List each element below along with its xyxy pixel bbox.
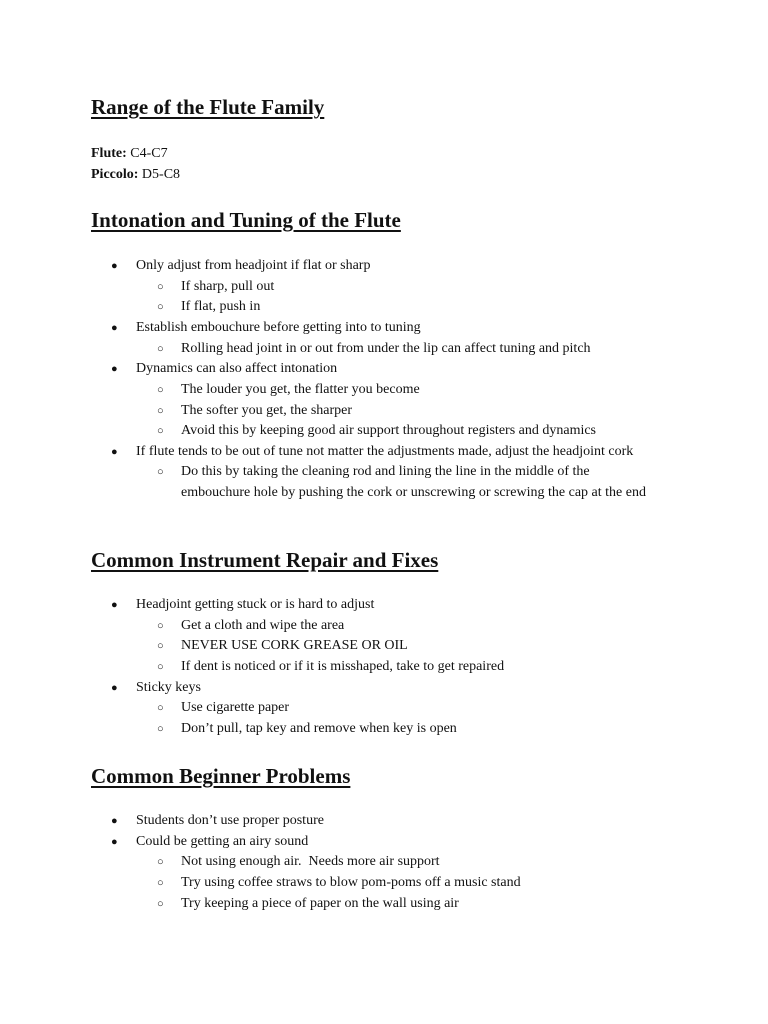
list-item: ○ The softer you get, the sharper <box>181 401 352 422</box>
list-item: ○ If dent is noticed or if it is misshaped, take to get repaired <box>181 657 504 678</box>
bullet-circle-icon: ○ <box>157 856 164 868</box>
list-item: ○ If flat, push in <box>181 297 260 318</box>
range-value-flute: C4-C7 <box>126 146 168 161</box>
range-label-piccolo: Piccolo: <box>91 167 139 182</box>
bullet-circle-icon: ○ <box>157 301 164 313</box>
list-item: ● Students don’t use proper posture <box>136 811 324 832</box>
heading-repair: Common Instrument Repair and Fixes <box>91 548 439 572</box>
bullet-circle-icon: ○ <box>157 384 164 396</box>
bullet-circle-icon: ○ <box>157 723 164 735</box>
range-label-flute: Flute: <box>91 146 127 161</box>
bullet-circle-icon: ○ <box>157 281 164 293</box>
bullet-circle-icon: ○ <box>157 640 164 652</box>
list-item: ○ Use cigarette paper <box>181 698 289 719</box>
bullet-dot-icon: ● <box>111 836 118 848</box>
bullet-dot-icon: ● <box>111 599 118 611</box>
list-item: ● Sticky keys <box>136 678 201 699</box>
list-item: ○ Try keeping a piece of paper on the wall using air <box>181 894 459 915</box>
heading-beginner: Common Beginner Problems <box>91 764 351 788</box>
bullet-circle-icon: ○ <box>157 425 164 437</box>
bullet-circle-icon: ○ <box>157 620 164 632</box>
bullet-dot-icon: ● <box>111 260 118 272</box>
bullet-dot-icon: ● <box>111 322 118 334</box>
list-item: ○ Rolling head joint in or out from under the lip can affect tuning and pitch <box>181 339 591 360</box>
list-item: ○ If sharp, pull out <box>181 277 274 298</box>
bullet-dot-icon: ● <box>111 363 118 375</box>
list-item: ● If flute tends to be out of tune not matter the adjustments made, adjust the headjoint cork <box>136 442 633 463</box>
heading-intonation: Intonation and Tuning of the Flute <box>91 208 401 232</box>
bullet-dot-icon: ● <box>111 815 118 827</box>
bullet-dot-icon: ● <box>111 682 118 694</box>
list-item: ○ NEVER USE CORK GREASE OR OIL <box>181 636 408 657</box>
bullet-circle-icon: ○ <box>157 702 164 714</box>
list-item: ● Could be getting an airy sound <box>136 832 308 853</box>
range-row-flute <box>91 145 168 163</box>
bullet-circle-icon: ○ <box>157 466 164 478</box>
bullet-circle-icon: ○ <box>157 405 164 417</box>
list-item: ○ The louder you get, the flatter you become <box>181 380 420 401</box>
list-item: ○ Don’t pull, tap key and remove when key is open <box>181 719 457 740</box>
bullet-circle-icon: ○ <box>157 343 164 355</box>
list-item: ○ Try using coffee straws to blow pom-poms off a music stand <box>181 873 521 894</box>
list-item: ○ Get a cloth and wipe the area <box>181 616 344 637</box>
heading-range: Range of the Flute Family <box>91 95 325 119</box>
list-item: ○ Not using enough air. Needs more air support <box>181 852 440 873</box>
bullet-circle-icon: ○ <box>157 877 164 889</box>
list-item: ● Dynamics can also affect intonation <box>136 359 337 380</box>
list-item: ● Only adjust from headjoint if flat or sharp <box>136 256 370 277</box>
list-item: ● Headjoint getting stuck or is hard to adjust <box>136 595 374 616</box>
bullet-circle-icon: ○ <box>157 661 164 673</box>
range-value-piccolo: D5-C8 <box>138 167 181 182</box>
bullet-circle-icon: ○ <box>157 898 164 910</box>
bullet-dot-icon: ● <box>111 446 118 458</box>
list-item: ● Establish embouchure before getting into to tuning <box>136 318 421 339</box>
list-item: ○ Avoid this by keeping good air support throughout registers and dynamics <box>181 421 596 442</box>
range-row-piccolo <box>91 166 180 184</box>
list-item: ○ Do this by taking the cleaning rod and lining the line in the middle of the embouchure hole by pushing the cork or unscrewing or screwing the cap at the end <box>157 464 646 500</box>
